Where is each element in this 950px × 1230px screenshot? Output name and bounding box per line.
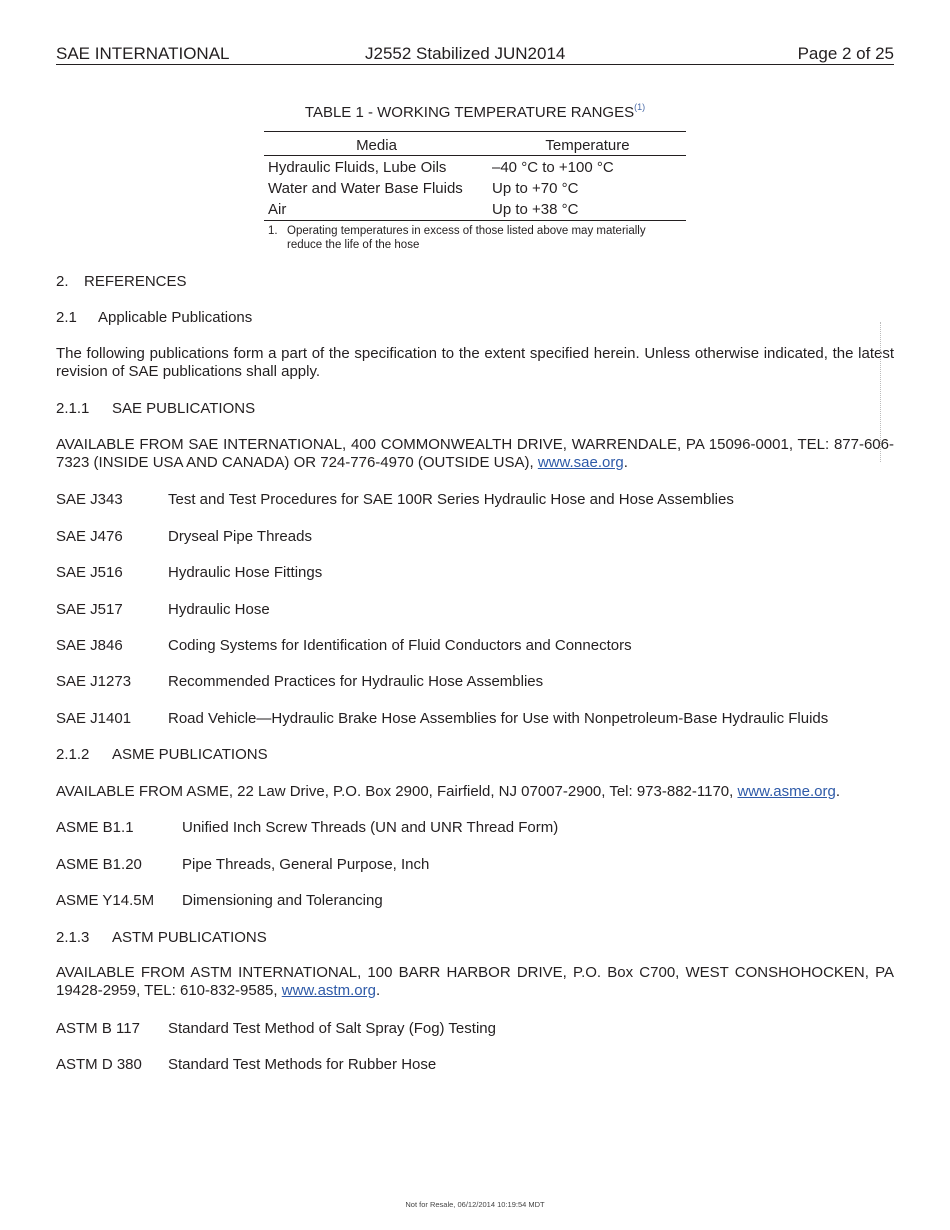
reference-code: ASTM B 117 xyxy=(56,1020,140,1037)
subsubsection-heading-asme: ASME PUBLICATIONS xyxy=(112,746,268,763)
reference-title: Unified Inch Screw Threads (UN and UNR Thread Form) xyxy=(182,819,559,836)
table-header-media: Media xyxy=(356,137,397,154)
table-cell-media: Air xyxy=(268,201,287,218)
table-header-rule xyxy=(264,155,686,156)
table-caption-note-ref: (1) xyxy=(634,102,646,112)
table-cell-temperature: Up to +70 °C xyxy=(492,180,579,197)
astm-availability-text: AVAILABLE FROM ASTM INTERNATIONAL, 100 BARR HARBOR DRIVE, P.O. Box C700, WEST CONSHOHOCKEN, PA 19428-2959, TEL: 610-832-9585, xyxy=(56,964,894,999)
asme-availability: AVAILABLE FROM ASME, 22 Law Drive, P.O. Box 2900, Fairfield, NJ 07007-2900, Tel: 973-882-1170, www.asme.org. xyxy=(56,783,841,800)
reference-code: SAE J476 xyxy=(56,528,123,545)
table-footnote-line1: Operating temperatures in excess of those listed above may materially xyxy=(287,225,646,237)
table-bottom-rule xyxy=(264,220,686,221)
table-caption xyxy=(264,103,686,122)
footer-stamp: Not for Resale, 06/12/2014 10:19:54 MDT xyxy=(405,1200,545,1209)
subsection-number: 2.1 xyxy=(56,309,77,326)
reference-title: Coding Systems for Identification of Fluid Conductors and Connectors xyxy=(168,637,632,654)
table-footnote-line2: reduce the life of the hose xyxy=(287,239,420,251)
reference-code: SAE J846 xyxy=(56,637,123,654)
subsubsection-heading-sae: SAE PUBLICATIONS xyxy=(112,400,256,417)
subsection-heading-applicable: Applicable Publications xyxy=(98,309,253,326)
reference-title: Dimensioning and Tolerancing xyxy=(182,892,383,909)
subsubsection-heading-astm: ASTM PUBLICATIONS xyxy=(112,929,267,946)
reference-code: ASTM D 380 xyxy=(56,1056,142,1073)
intro-paragraph: The following publications form a part of the specification to the extent specified herein. Unless otherwise indicated, the latest revision of SAE publications shall apply. xyxy=(56,345,894,380)
reference-title: Standard Test Method of Salt Spray (Fog) Testing xyxy=(168,1020,496,1037)
astm-availability: AVAILABLE FROM ASTM INTERNATIONAL, 100 BARR HARBOR DRIVE, P.O. Box C700, WEST CONSHOHOCKEN, PA 19428-2959, TEL: 610-832-9585, www.astm.org. xyxy=(56,964,894,999)
reference-title: Road Vehicle—Hydraulic Brake Hose Assemblies for Use with Nonpetroleum-Base Hydraulic Fluids xyxy=(168,710,829,727)
reference-code: ASME B1.20 xyxy=(56,856,142,873)
sae-availability-text: AVAILABLE FROM SAE INTERNATIONAL, 400 COMMONWEALTH DRIVE, WARRENDALE, PA 15096-0001, TEL: 877-606-7323 (INSIDE USA AND CANADA) OR 724-776-4970 (OUTSIDE USA), xyxy=(56,436,894,471)
reference-title: Standard Test Methods for Rubber Hose xyxy=(168,1056,437,1073)
reference-title: Test and Test Procedures for SAE 100R Series Hydraulic Hose and Hose Assemblies xyxy=(168,491,734,508)
asme-website-link[interactable]: www.asme.org xyxy=(737,783,836,800)
reference-code: SAE J1401 xyxy=(56,710,132,727)
header-org: SAE INTERNATIONAL xyxy=(56,44,230,63)
header-page-number: Page 2 of 25 xyxy=(797,44,894,63)
section-number: 2. xyxy=(56,273,69,290)
margin-dotted-trace xyxy=(880,322,881,462)
table-footnote-number: 1. xyxy=(268,225,278,237)
asme-availability-text: AVAILABLE FROM ASME, 22 Law Drive, P.O. Box 2900, Fairfield, NJ 07007-2900, Tel: 973-882-1170, xyxy=(56,783,738,800)
header-doc-id: J2552 Stabilized JUN2014 xyxy=(365,44,566,63)
sae-website-link[interactable]: www.sae.org xyxy=(537,454,624,471)
reference-code: ASME Y14.5M xyxy=(56,892,155,909)
reference-code: SAE J343 xyxy=(56,491,123,508)
reference-title: Hydraulic Hose xyxy=(168,601,270,618)
reference-title: Hydraulic Hose Fittings xyxy=(168,564,323,581)
table-cell-temperature: Up to +38 °C xyxy=(492,201,579,218)
table-cell-media: Water and Water Base Fluids xyxy=(268,180,463,197)
subsubsection-number: 2.1.1 xyxy=(56,400,90,417)
table-top-rule xyxy=(264,131,686,132)
table-cell-media: Hydraulic Fluids, Lube Oils xyxy=(268,159,447,176)
reference-code: SAE J516 xyxy=(56,564,123,581)
header-rule xyxy=(56,64,894,65)
reference-code: ASME B1.1 xyxy=(56,819,134,836)
sae-availability: AVAILABLE FROM SAE INTERNATIONAL, 400 COMMONWEALTH DRIVE, WARRENDALE, PA 15096-0001, TEL: 877-606-7323 (INSIDE USA AND CANADA) OR 724-776-4970 (OUTSIDE USA), www.sae.org. xyxy=(56,436,894,471)
reference-code: SAE J1273 xyxy=(56,673,132,690)
subsubsection-number: 2.1.2 xyxy=(56,746,90,763)
reference-title: Recommended Practices for Hydraulic Hose Assemblies xyxy=(168,673,544,690)
astm-website-link[interactable]: www.astm.org xyxy=(281,982,376,999)
subsubsection-number: 2.1.3 xyxy=(56,929,90,946)
table-caption-text: TABLE 1 - WORKING TEMPERATURE RANGES xyxy=(304,104,635,121)
table-cell-temperature: –40 °C to +100 °C xyxy=(492,159,614,176)
reference-title: Pipe Threads, General Purpose, Inch xyxy=(182,856,430,873)
reference-title: Dryseal Pipe Threads xyxy=(168,528,312,545)
table-header-temperature: Temperature xyxy=(545,137,630,154)
section-heading-references: REFERENCES xyxy=(84,273,187,290)
reference-code: SAE J517 xyxy=(56,601,123,618)
